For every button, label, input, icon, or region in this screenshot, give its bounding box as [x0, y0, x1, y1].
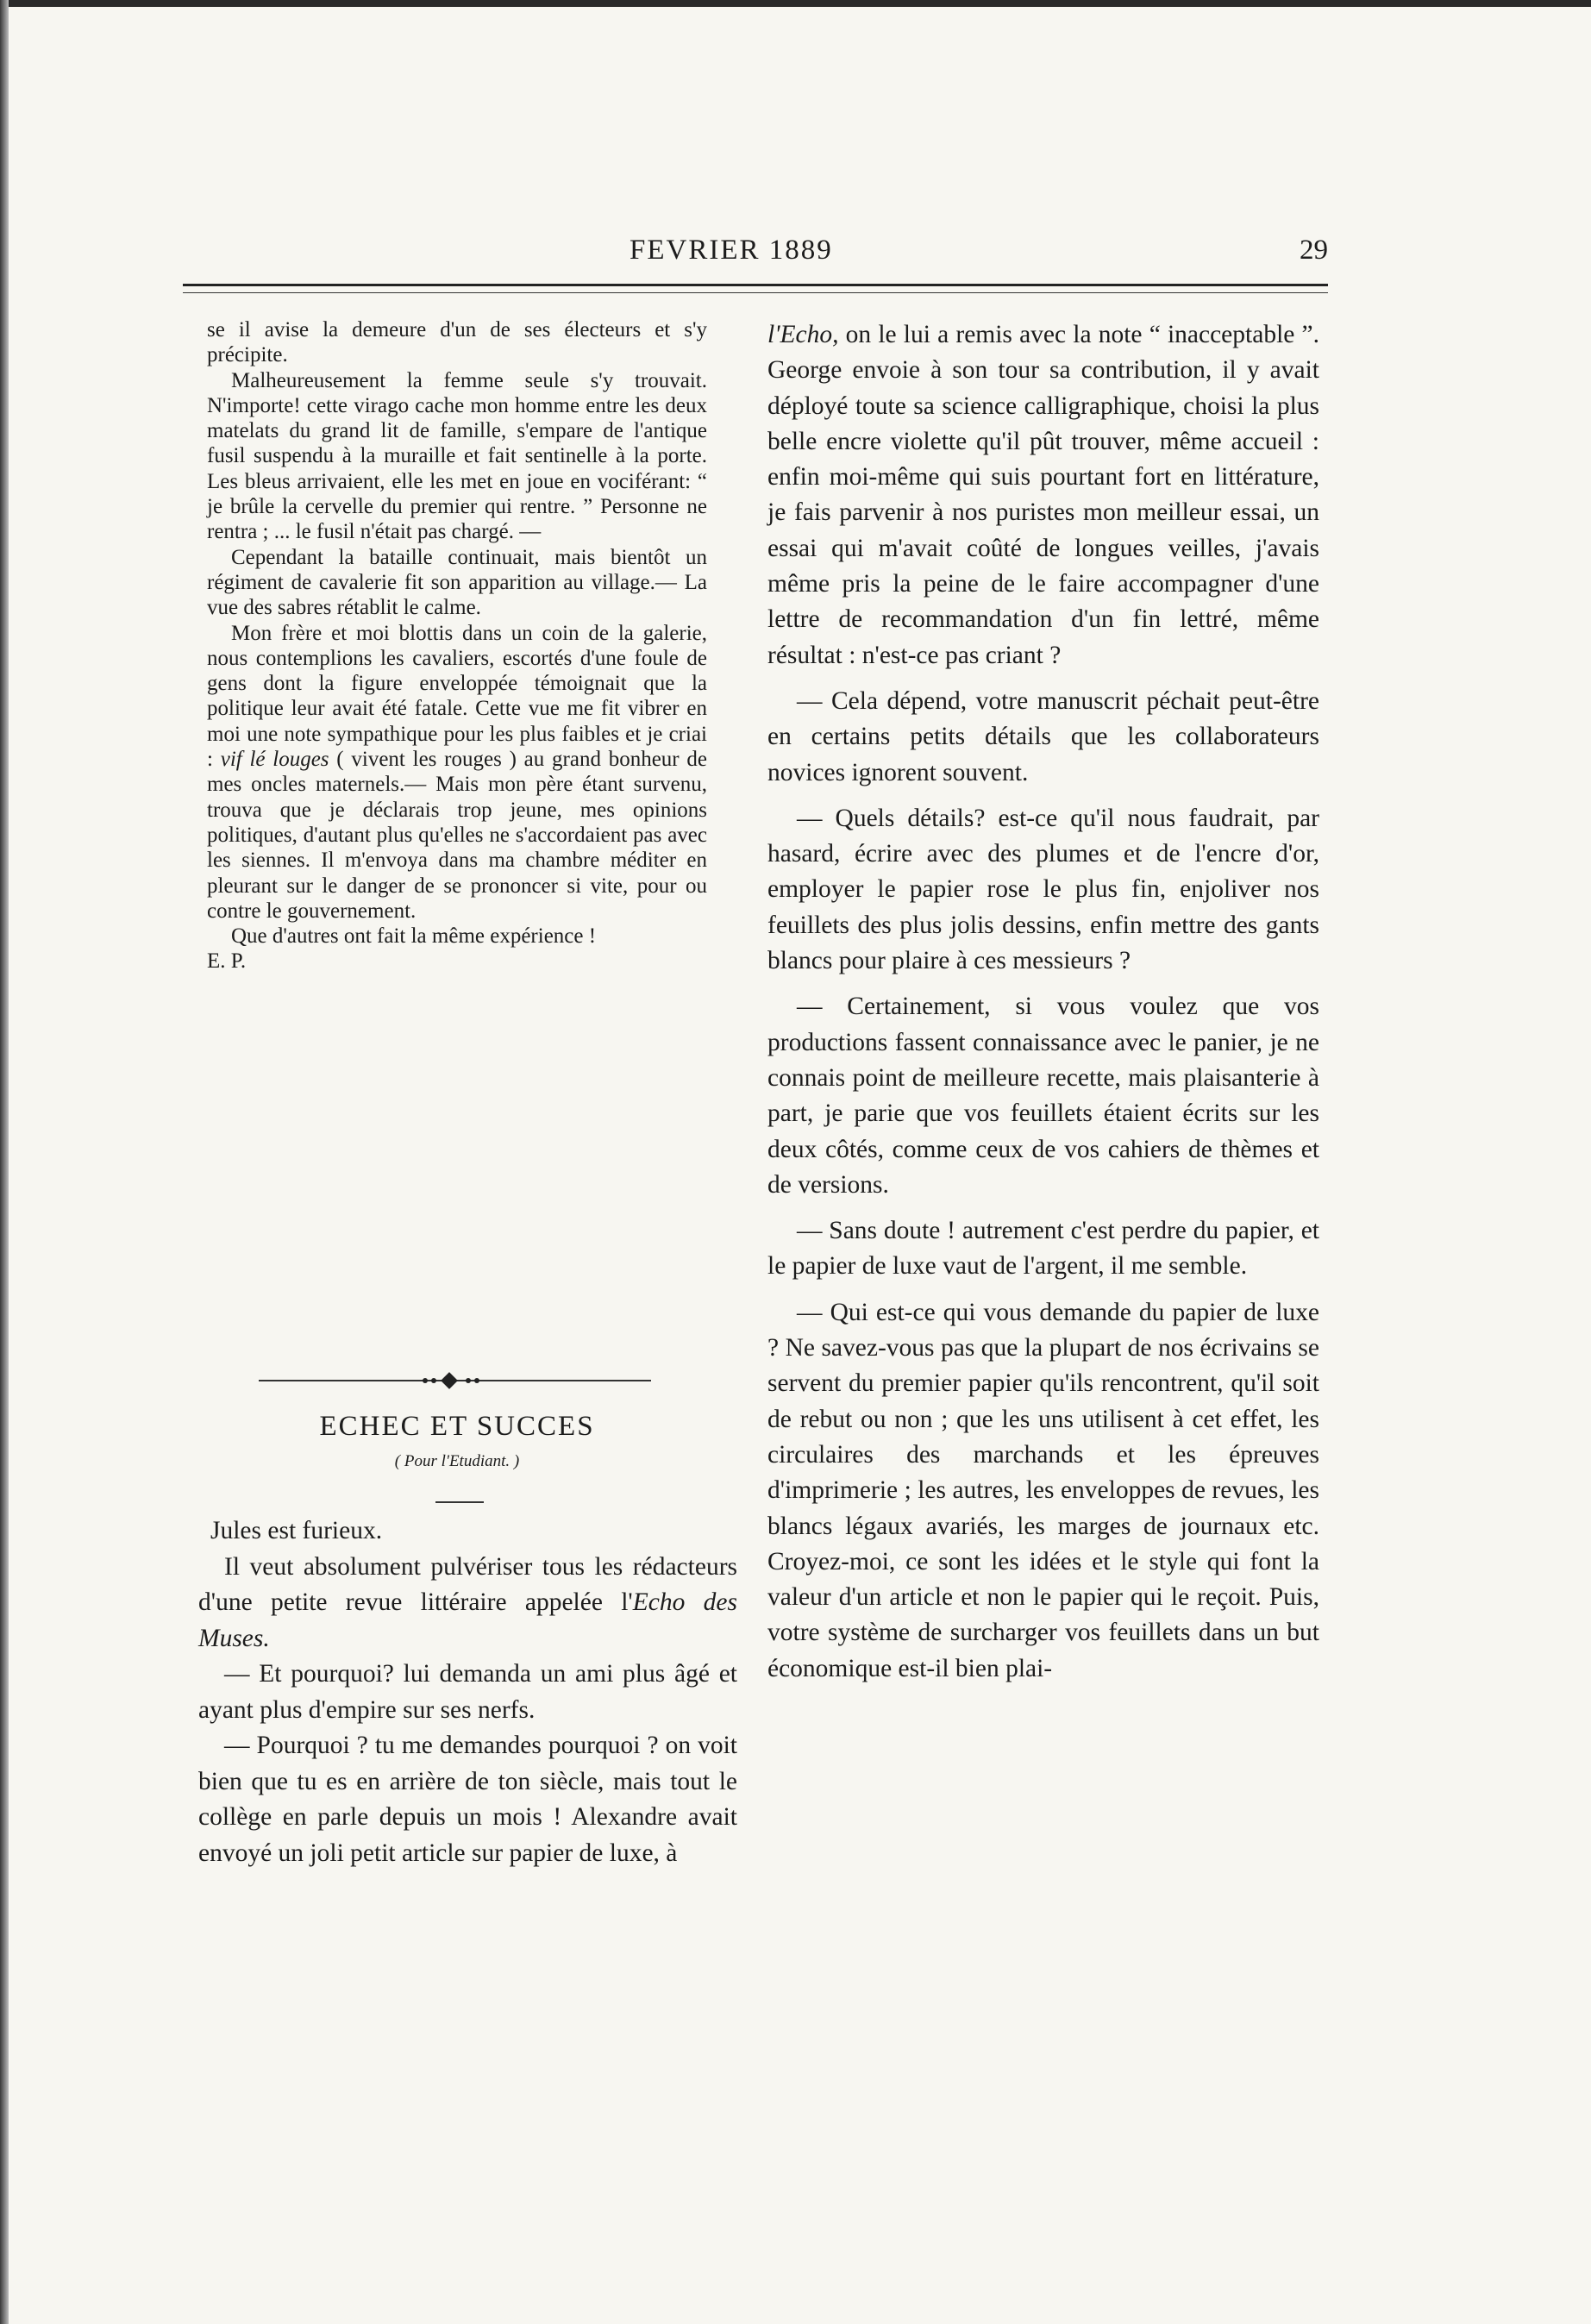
article-title: ECHEC ET SUCCES	[319, 1411, 595, 1442]
paragraph: Cependant la bataille continuait, mais bientôt un régiment de cavalerie fit son apparition au village.— La vue des sabres rétablit le calme.	[207, 545, 707, 620]
left-column-previous-article	[207, 317, 707, 974]
italic-phrase: Echo des Muses.	[198, 1588, 737, 1652]
paragraph	[207, 621, 707, 924]
paragraph: — Et pourquoi? lui demanda un ami plus âgé et ayant plus d'empire sur ses nerfs.	[198, 1660, 737, 1724]
scan-top-border	[0, 0, 1591, 7]
paragraph: — Certainement, si vous voulez que vos productions fassent connaissance avec le panier, je ne connais point de meilleure recette, mais plaisanterie à part, je parie que vos feuillets étaient écrits sur les deux côtés, comme ceux de vos cahiers de thèmes et de versions.	[767, 993, 1319, 1199]
subtitle-prefix: ( Pour l'	[394, 1452, 449, 1470]
subtitle-suffix: )	[510, 1452, 520, 1470]
signature: E. P.	[207, 949, 247, 974]
running-header	[181, 235, 1328, 278]
paragraph: Malheureusement la femme seule s'y trouvait. N'importe! cette virago cache mon homme entre les deux matelats du grand lit de famille, s'empare de l'antique fusil suspendu à la muraille et fait sentinelle à la porte. Les bleus arrivaient, elle les met en joue en vociférant: “ je brûle la cervelle du premier qui rentre. ” Personne ne rentra ; ... le fusil n'était pas chargé. —	[207, 368, 707, 544]
left-column-article	[198, 1513, 737, 1871]
paragraph: Que d'autres ont fait la même expérience !	[231, 924, 597, 949]
header-title: FEVRIER 1889	[630, 235, 833, 266]
article-subtitle	[207, 1452, 707, 1471]
paragraph-text: Mon frère et moi blottis dans un coin de la galerie, nous contemplions les cavaliers, escortés d'une foule de gens dont la figure enveloppée témoignait que la politique leur avait été fatale. Cette vue me fit vibrer en moi une note sympathique pour les plus faibles et je criai :	[207, 621, 707, 772]
scan-left-edge	[0, 0, 9, 2324]
paragraph: — Quels détails? est-ce qu'il nous faudrait, par hasard, écrire avec des plumes et de l'encre d'or, employer le papier rose le plus fin, enjoliver nos feuillets des plus jolis dessins, enfin mettre des gants blancs pour plaire à ces messieurs ?	[767, 804, 1319, 975]
paragraph-text: ( vivent les rouges ) au grand bonheur de mes oncles maternels.— Mais mon père étant survenu, trouva que je déclarais trop jeune, mes opinions politiques, d'autant plus qu'elles ne s'accordaient pas avec les siennes. Il m'envoya dans ma chambre méditer en pleurant sur le danger de se prononcer si vite, pour ou contre le gouvernement.	[207, 748, 707, 923]
title-rule	[435, 1501, 484, 1503]
paragraph: Jules est furieux.	[210, 1517, 383, 1544]
subtitle-italic: Etudiant.	[448, 1452, 510, 1470]
paragraph	[767, 317, 1319, 673]
right-column	[767, 317, 1319, 1687]
italic-phrase: vif lé louges	[220, 748, 329, 772]
paragraph-text: Il veut absolument pulvériser tous les rédacteurs d'une petite revue littéraire appelée l'	[198, 1552, 737, 1616]
paragraph: — Cela dépend, votre manuscrit péchait peut-être en certains petits détails que les collaborateurs novices ignorent souvent.	[767, 686, 1319, 786]
section-ornament	[259, 1373, 651, 1388]
paragraph	[198, 1550, 737, 1657]
paragraph: — Sans doute ! autrement c'est perdre du papier, et le papier de luxe vaut de l'argent, il me semble.	[767, 1217, 1319, 1281]
header-rule-thin	[183, 292, 1328, 293]
page-number: 29	[1300, 235, 1328, 266]
paragraph-text: on le lui a remis avec la note “ inacceptable ”. George envoie à son tour sa contribution, il y avait déployé toute sa science calligraphique, choisi la plus belle encre violette qu'il pût trouver, même accueil : enfin moi-même qui suis pourtant fort en littérature, je fais parvenir à nos puristes mon meilleur essai, un essai qui m'avait coûté de longues veilles, j'avais même pris la peine de le faire accompagner d'une lettre de recommandation d'un fin lettré, même résultat : n'est-ce pas criant ?	[767, 321, 1319, 669]
italic-phrase: l'Echo,	[767, 321, 839, 348]
paragraph: — Pourquoi ? tu me demandes pourquoi ? on voit bien que tu es en arrière de ton siècle, mais tout le collège en parle depuis un mois ! Alexandre avait envoyé un joli petit article sur papier de luxe, à	[198, 1732, 737, 1867]
header-rule	[183, 284, 1328, 286]
paragraph: — Qui est-ce qui vous demande du papier de luxe ? Ne savez-vous pas que la plupart de nos écrivains se servent du premier papier qu'ils rencontrent, qu'il soit de rebut ou non ; que les uns utilisent à cet effet, les circulaires des marchands et les épreuves d'imprimerie ; les autres, les enveloppes de revues, les blancs légaux avariés, les marges de journaux etc. Croyez-moi, ce sont les idées et le style qui font la valeur d'un article et non le papier qui le reçoit. Puis, votre système de surcharger vos feuillets dans un but économique est-il bien plai-	[767, 1298, 1319, 1682]
paragraph: se il avise la demeure d'un de ses électeurs et s'y précipite.	[207, 318, 707, 367]
